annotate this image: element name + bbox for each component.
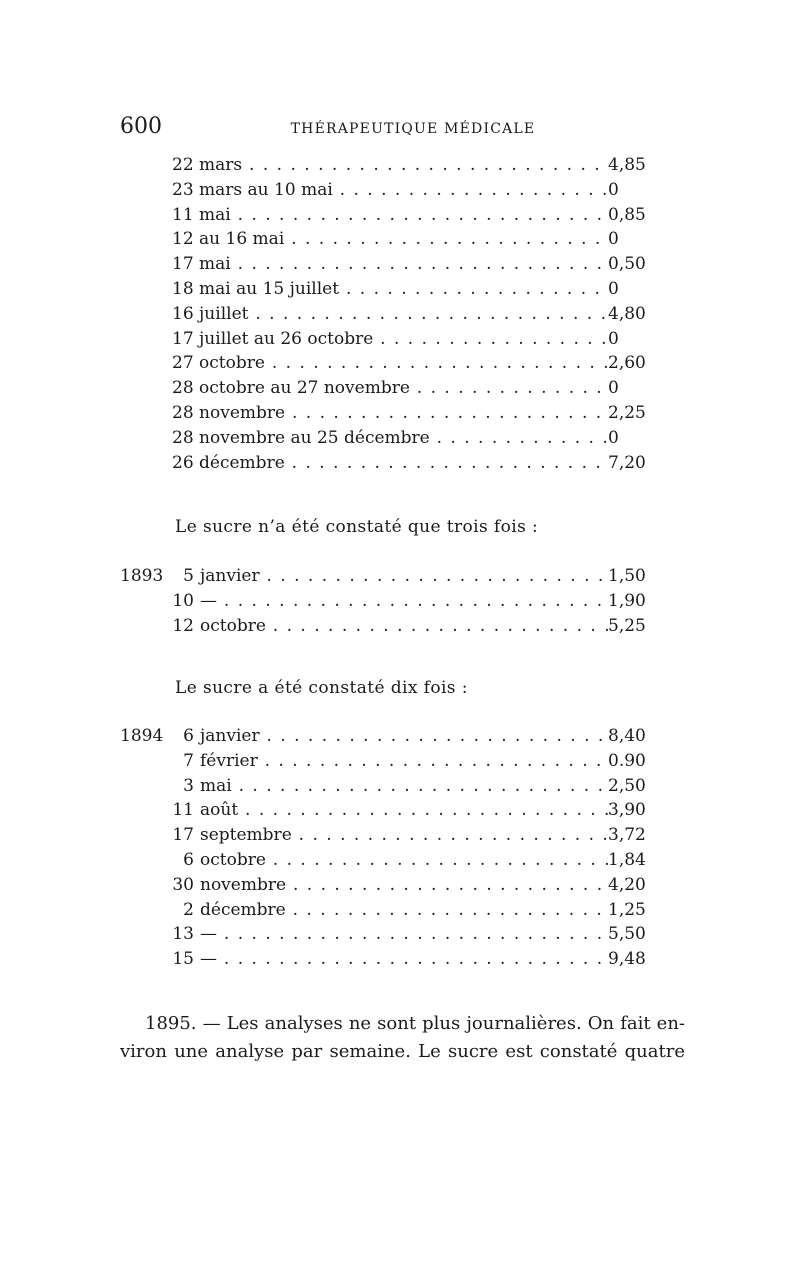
entry-date: 26 décembre . . . [172, 451, 608, 476]
table-row [120, 178, 686, 203]
entry-month: octobre [200, 615, 266, 636]
ledger-section-1 [120, 153, 686, 475]
entry-value: 4,80 [608, 303, 646, 324]
entry-value: 0 [608, 229, 619, 250]
entry-date: 28 octobre au 27 novembre . . . [172, 376, 608, 401]
table-row [120, 589, 686, 614]
entry-month: janvier [200, 566, 260, 586]
table-row [120, 564, 686, 589]
ledger-section-1894 [120, 724, 686, 972]
entry-value: 2,60 [608, 353, 646, 374]
entry-value: 0,50 [608, 254, 646, 275]
entry-date: 28 novembre au 25 décembre . . . [172, 426, 608, 451]
table-row [120, 376, 686, 401]
entry-value: 0 [608, 278, 619, 299]
entry-date: 18 mai au 15 juillet . . . [172, 277, 608, 302]
entry-day: 6 [183, 849, 194, 870]
table-row [120, 327, 686, 352]
entry-day: 11 [172, 800, 194, 821]
entry-month: août [200, 800, 239, 821]
entry-date [172, 774, 608, 799]
entry-value: 3,72 [608, 825, 646, 846]
table-row [120, 426, 686, 451]
note-ten-times: Le sucre a été constaté dix fois : [175, 678, 468, 698]
entry-date [172, 724, 608, 749]
page-header [120, 112, 686, 142]
entry-day: 15 [172, 949, 194, 970]
table-row [120, 203, 686, 228]
entry-value: 7,20 [608, 452, 646, 473]
entry-month: — [200, 590, 217, 611]
table-row [120, 749, 686, 774]
entry-value: 9,48 [608, 949, 646, 970]
entry-day: 30 [172, 874, 194, 895]
entry-date: 12 au 16 mai . . . [172, 227, 608, 252]
table-row [120, 277, 686, 302]
entry-day: 17 [172, 825, 194, 846]
table-row [120, 873, 686, 898]
table-row [120, 848, 686, 873]
entry-date: 17 juillet au 26 octobre . . . [172, 327, 608, 352]
entry-day: 5 [183, 566, 194, 586]
entry-date [172, 922, 608, 947]
entry-value: 5,25 [608, 615, 646, 636]
entry-date [172, 947, 608, 972]
entry-month: février [200, 750, 258, 771]
entry-date: 27 octobre . . . [172, 351, 608, 376]
entry-value: 8,40 [608, 726, 646, 746]
table-row [120, 401, 686, 426]
entry-date [172, 749, 608, 774]
entry-value: 4,85 [608, 155, 646, 175]
entry-month: septembre [200, 825, 292, 846]
entry-value: 2,50 [608, 775, 646, 796]
entry-date: 17 mai . . . [172, 252, 608, 277]
table-row [120, 898, 686, 923]
entry-day: 7 [183, 750, 194, 771]
entry-date [172, 614, 608, 639]
note-three-times: Le sucre n’a été constaté que trois fois : [175, 517, 539, 537]
entry-value: 0,85 [608, 204, 646, 225]
table-row [120, 947, 686, 972]
table-row [120, 774, 686, 799]
entry-day: 12 [172, 615, 194, 636]
entry-date [172, 823, 608, 848]
entry-month: — [200, 949, 217, 970]
ledger-section-1893 [120, 564, 686, 638]
entry-month: octobre [200, 849, 266, 870]
entry-date: 28 novembre . . . [172, 401, 608, 426]
table-row [120, 153, 686, 178]
entry-date [172, 873, 608, 898]
entry-month: janvier [200, 726, 260, 746]
year-label: 1894 [120, 726, 164, 746]
entry-date [172, 898, 608, 923]
entry-date [172, 564, 608, 589]
paragraph-line: viron une analyse par semaine. Le sucre est constaté quatre [120, 1041, 685, 1062]
entry-date [172, 798, 608, 823]
entry-month: décembre [200, 899, 286, 920]
entry-month: — [200, 924, 217, 945]
entry-day: 6 [183, 726, 194, 746]
table-row [120, 724, 686, 749]
entry-date: 11 mai . . . [172, 203, 608, 228]
entry-value: 1,90 [608, 590, 646, 611]
table-row [120, 614, 686, 639]
entry-value: 1,84 [608, 849, 646, 870]
entry-day: 10 [172, 590, 194, 611]
entry-date: 16 juillet . . . [172, 302, 608, 327]
entry-date: 22 mars . . . [172, 153, 608, 178]
entry-day: 3 [183, 775, 194, 796]
table-row [120, 451, 686, 476]
entry-value: 5,50 [608, 924, 646, 945]
entry-value: 0 [608, 328, 619, 349]
entry-month: mai [200, 775, 232, 796]
year-label: 1893 [120, 566, 164, 586]
entry-date [172, 589, 608, 614]
entry-date: 23 mars au 10 mai . . . [172, 178, 608, 203]
entry-value: 3,90 [608, 800, 646, 821]
entry-value: 2,25 [608, 402, 646, 423]
page-number: 600 [120, 114, 162, 139]
table-row [120, 227, 686, 252]
table-row [120, 252, 686, 277]
entry-day: 13 [172, 924, 194, 945]
entry-value: 1,50 [608, 566, 646, 586]
paragraph-line: 1895. — Les analyses ne sont plus journalières. On fait en- [145, 1013, 685, 1034]
entry-date [172, 848, 608, 873]
entry-value: 1,25 [608, 899, 646, 920]
entry-value: 0 [608, 427, 619, 448]
table-row [120, 302, 686, 327]
running-title: THÉRAPEUTIQUE MÉDICALE [290, 121, 536, 137]
table-row [120, 823, 686, 848]
table-row [120, 922, 686, 947]
entry-day: 2 [183, 899, 194, 920]
entry-month: novembre [200, 874, 287, 895]
entry-value: 0 [608, 179, 619, 200]
entry-value: 0.90 [608, 750, 646, 771]
body-paragraph-1895 [120, 1010, 685, 1066]
entry-value: 4,20 [608, 874, 646, 895]
entry-value: 0 [608, 378, 619, 399]
table-row [120, 351, 686, 376]
table-row [120, 798, 686, 823]
